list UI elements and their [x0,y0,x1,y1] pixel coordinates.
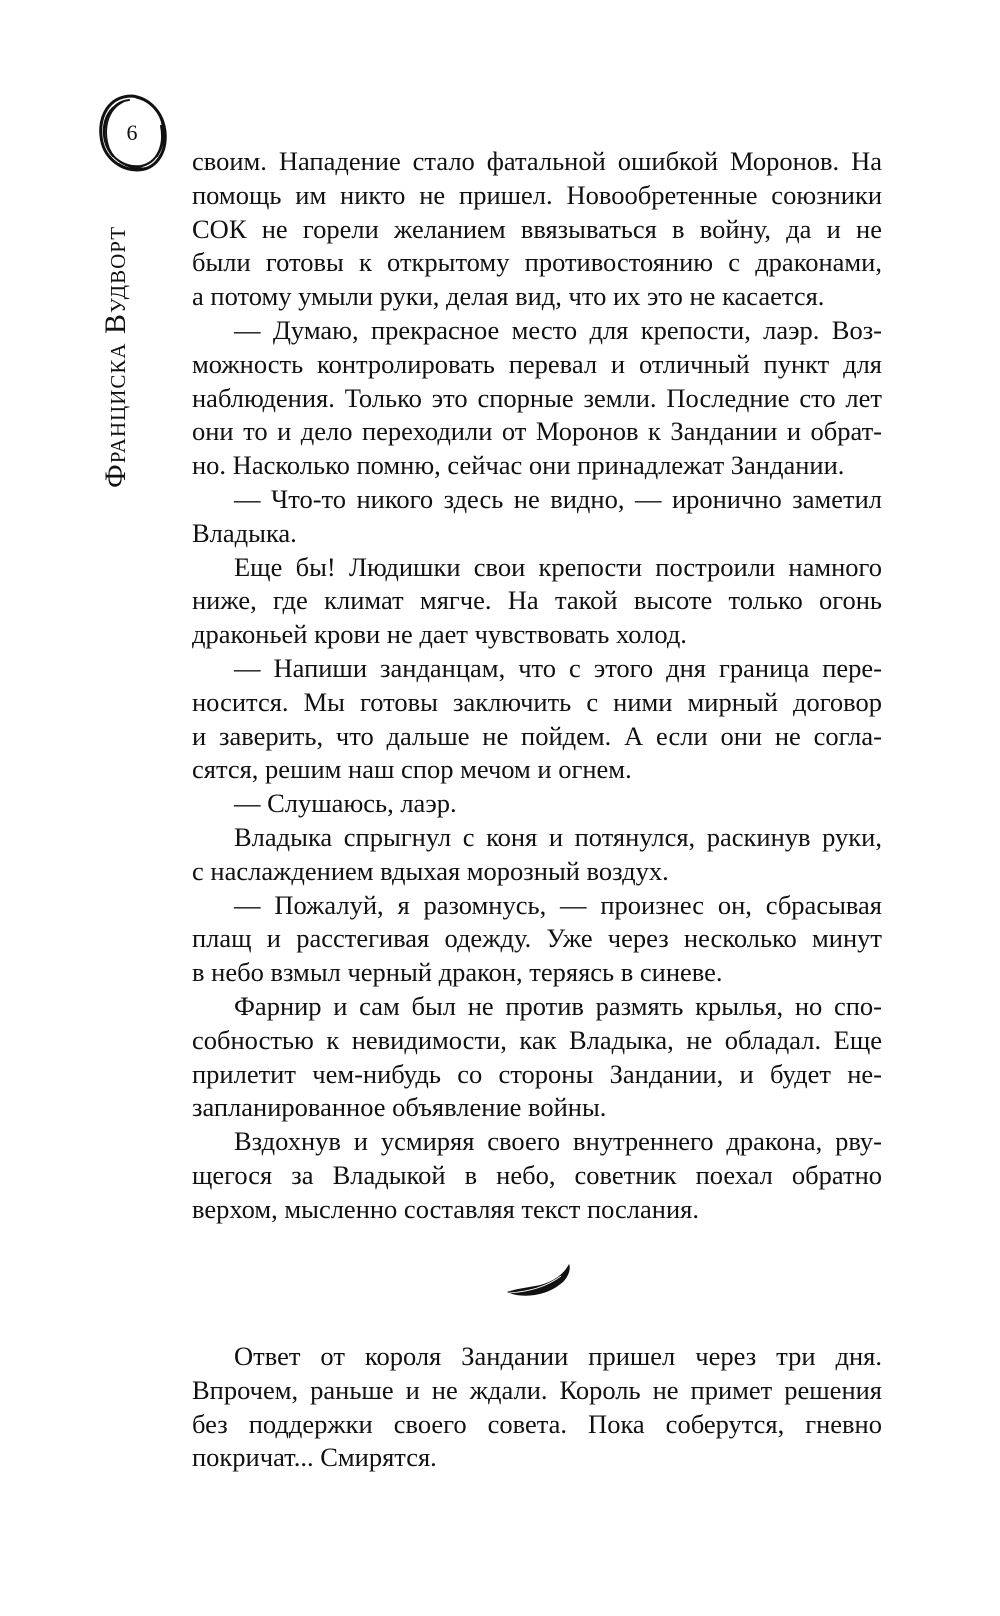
body-text-after-break [192,1340,882,1475]
text-line: — Напиши занданцам, что с этого дня граница пере- [234,652,882,683]
text-line: щегося за Владыкой в небо, советник поехал обратно [192,1159,882,1190]
body-text [192,145,882,1227]
text-line: в небо взмыл черный дракон, теряясь в синеве. [192,957,723,988]
text-line: носится. Мы готовы заключить с ними мирный договор [192,686,882,717]
text-line: собностью к невидимости, как Владыка, не обладал. Еще [192,1024,882,1055]
text-line: Еще бы! Людишки свои крепости построили намного [234,551,882,582]
text-line: а потому умыли руки, делая вид, что их это не касается. [192,281,825,312]
text-line: драконьей крови не дает чувствовать холод. [192,619,687,650]
text-line: Владыка спрыгнул с коня и потянулся, раскинув руки, [234,821,882,852]
text-line: без поддержки своего совета. Пока соберутся, гневно [192,1408,882,1439]
text-line: были готовы к открытому противостоянию с драконами, [192,247,882,278]
text-line: — Думаю, прекрасное место для крепости, лаэр. Воз- [234,314,882,345]
text-line: сятся, решим наш спор мечом и огнем. [192,754,632,785]
section-break-ornament [505,1262,571,1302]
text-line: но. Насколько помню, сейчас они принадлежат Зандании. [192,450,845,481]
text-line: Ответ от короля Зандании пришел через три дня. [234,1341,882,1371]
text-line: Фарнир и сам был не против размять крылья, но спо- [234,990,882,1021]
text-line: помощь им никто не пришел. Новообретенные союзники [192,179,882,210]
text-line: — Пожалуй, я разомнусь, — произнес он, сбрасывая [234,889,882,920]
text-line: покричат... Смирятся. [192,1442,437,1473]
text-line: плащ и расстегивая одежду. Уже через несколько минут [192,923,882,954]
text-line: Владыка. [192,517,297,548]
page-number: 6 [126,120,138,145]
running-head-author: Франциска Вудворт [99,225,132,488]
text-line: запланированное объявление войны. [192,1092,607,1123]
text-line: верхом, мысленно составляя текст послания. [192,1193,699,1224]
text-line: наблюдения. Только это спорные земли. Последние сто лет [192,382,882,413]
text-line: они то и дело переходили от Моронов к Зандании и обрат- [192,416,882,447]
text-line: прилетит чем-нибудь со стороны Зандании, и будет не- [192,1058,882,1089]
text-line: Вздохнув и усмиряя своего внутреннего дракона, рву- [234,1126,882,1157]
text-line: ниже, где климат мягче. На такой высоте только огонь [192,585,882,616]
text-line: Впрочем, раньше и не ждали. Король не примет решения [192,1374,882,1405]
text-line: своим. Нападение стало фатальной ошибкой Моронов. На [192,146,882,176]
text-line: и заверить, что дальше не пойдем. А если они не согла- [192,720,882,751]
text-line: с наслаждением вдыхая морозный воздух. [192,855,669,886]
text-line: — Что-то никого здесь не видно, — иронично заметил [234,483,882,514]
text-line: можность контролировать перевал и отличный пункт для [192,348,882,379]
text-line: СОК не горели желанием ввязываться в войну, да и не [192,213,882,244]
feather-icon [505,1262,571,1302]
text-line: — Слушаюсь, лаэр. [234,788,457,819]
